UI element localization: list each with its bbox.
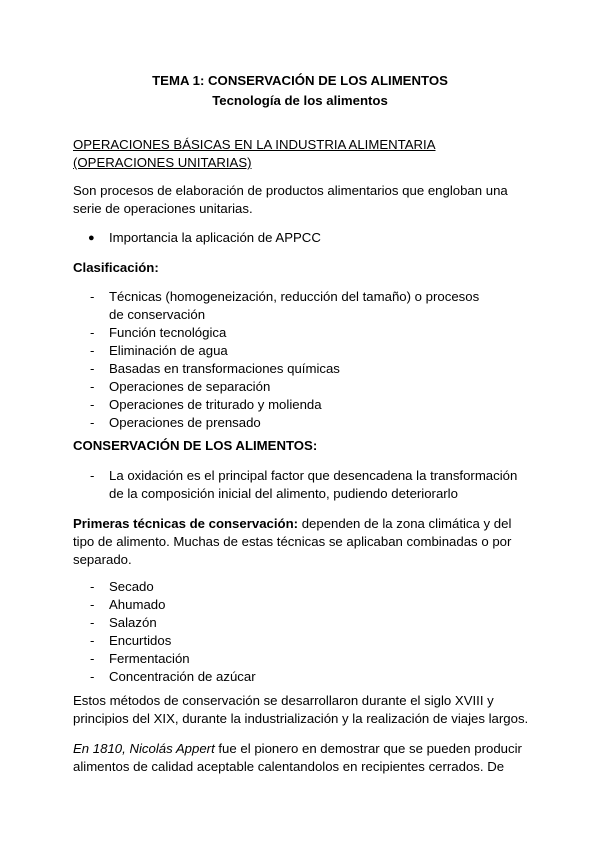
section-heading-line: OPERACIONES BÁSICAS EN LA INDUSTRIA ALIMENTARIA [73, 137, 436, 152]
document-subtitle: Tecnología de los alimentos [212, 93, 388, 108]
dash-marker: - [90, 468, 95, 483]
dash-marker: - [90, 415, 95, 430]
list-item [73, 288, 533, 324]
paragraph-text: dependen de la zona climática y del tipo de alimento. Muchas de estas técnicas se aplicaban combinadas o por separado. [73, 516, 512, 567]
dash-marker: - [90, 361, 95, 376]
list-item-text: Fermentación [109, 651, 190, 666]
dash-marker: - [90, 579, 95, 594]
list-item-text: Secado [109, 579, 154, 594]
heading-clasificacion: Clasificación: [73, 260, 159, 275]
list-item-text: Ahumado [109, 597, 166, 612]
section-heading-operaciones [73, 136, 533, 172]
list-item-text: Función tecnológica [109, 325, 227, 340]
list-item [73, 360, 533, 378]
bold-label: Primeras técnicas de conservación: [73, 516, 299, 531]
list-item [73, 396, 533, 414]
dash-marker: - [90, 633, 95, 648]
list-item-text: Basadas en transformaciones químicas [109, 361, 340, 376]
list-item [73, 378, 533, 396]
paragraph-text: fue el pionero en demostrar que se pueden producir alimentos de calidad aceptable calentandolos en recipientes cerrados. De [73, 741, 522, 774]
list-item-text: Importancia la aplicación de APPCC [109, 230, 321, 245]
dash-marker: - [90, 615, 95, 630]
heading-conservacion: CONSERVACIÓN DE LOS ALIMENTOS: [73, 438, 318, 453]
list-item [73, 614, 533, 632]
dash-marker: - [90, 669, 95, 684]
bullet-marker: ● [88, 232, 95, 244]
italic-text: En 1810, Nicolás Appert [73, 741, 215, 756]
list-item [73, 414, 533, 432]
list-item-text: Operaciones de prensado [109, 415, 261, 430]
list-item [73, 229, 533, 247]
paragraph-primeras-tecnicas [73, 515, 533, 569]
list-item-text: Operaciones de separación [109, 379, 271, 394]
list-item-text: Operaciones de triturado y molienda [109, 397, 322, 412]
list-item-text: Técnicas (homogeneización, reducción del tamaño) o procesos de conservación [109, 289, 480, 322]
list-item [73, 578, 533, 596]
list-item [73, 467, 533, 503]
list-item [73, 632, 533, 650]
dash-marker: - [90, 379, 95, 394]
list-item-text: La oxidación es el principal factor que desencadena la transformación de la composición inicial del alimento, pudiendo deteriorarlo [109, 468, 518, 501]
list-item [73, 596, 533, 614]
clasificacion-list [73, 288, 533, 432]
paragraph-procesos: Son procesos de elaboración de productos alimentarios que engloban una serie de operaciones unitarias. [73, 183, 508, 216]
section-heading-line: (OPERACIONES UNITARIAS) [73, 155, 252, 170]
dash-marker: - [90, 289, 95, 304]
list-item [73, 342, 533, 360]
document-title: TEMA 1: CONSERVACIÓN DE LOS ALIMENTOS [152, 73, 448, 88]
dash-marker: - [90, 597, 95, 612]
conservacion-list [73, 467, 533, 503]
primeras-tecnicas-list [73, 578, 533, 686]
list-item [73, 324, 533, 342]
dash-marker: - [90, 325, 95, 340]
dash-marker: - [90, 651, 95, 666]
list-item [73, 650, 533, 668]
list-item-text: Salazón [109, 615, 157, 630]
paragraph-metodos: Estos métodos de conservación se desarrollaron durante el siglo XVIII y principios del XIX, durante la industrialización y la realización de viajes largos. [73, 693, 529, 726]
dash-marker: - [90, 397, 95, 412]
list-item [73, 668, 533, 686]
paragraph-appert [73, 740, 533, 776]
list-item-text: Concentración de azúcar [109, 669, 256, 684]
list-item-text: Encurtidos [109, 633, 172, 648]
bullet-list [73, 229, 533, 247]
list-item-text: Eliminación de agua [109, 343, 228, 358]
dash-marker: - [90, 343, 95, 358]
